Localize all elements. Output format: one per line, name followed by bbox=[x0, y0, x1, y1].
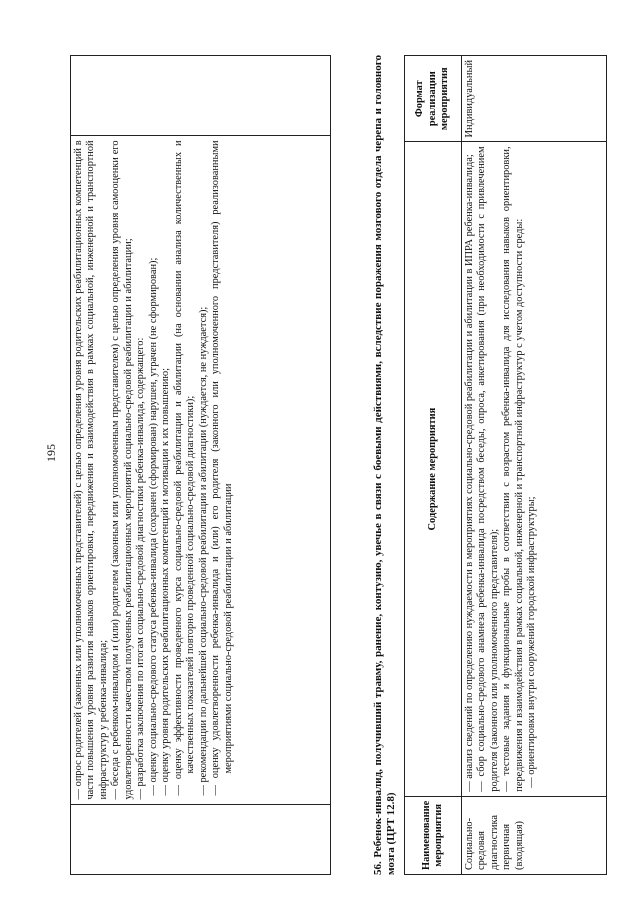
page-number: 195 bbox=[44, 444, 58, 462]
list-item: — опрос родителей (законных или уполномоченных представителей) с целью определения уровня родительских реабилитационных компетенций в части повышения уровня развития навыков ориентировки, передвижения и взаимодействия в рамках социальной, инженерной и транспортной инфраструктур у ребенка-инвалида; bbox=[73, 140, 109, 800]
activity-table bbox=[404, 55, 607, 875]
list-item: — беседа с ребенком-инвалидом и (или) родителем (законным или уполномоченным представителем) с целью определения уровня самооценки его удовлетворенности качеством полученных реабилитационных мероприятий социально-средовой реабилитации и абилитации; bbox=[110, 140, 134, 800]
list-item: — оценку эффективности проведенного курса социально-средовой реабилитации и абилитации (на основании анализа количественных и качественных показателей повторно проведенной социально-средовой диагностики); bbox=[172, 140, 197, 796]
list-item: — оценку социально-средового статуса ребенка-инвалида (сохранен (сформирован) нарушен, утрачен (не сформирован); bbox=[147, 257, 159, 796]
content-list bbox=[73, 140, 148, 799]
empty-name-cell bbox=[71, 804, 331, 874]
list-item: — разработка заключения по итогам социально-средовой диагностики ребенка-инвалида, содержащего: bbox=[135, 337, 147, 800]
content-list bbox=[464, 146, 526, 791]
table-header-row bbox=[405, 56, 462, 875]
list-item: — сбор социально-средового анамнеза ребенка-инвалида посредством беседы, опроса, анкетирования (при необходимости с привлечением родителя (законного или уполномоченного представителя); bbox=[476, 146, 500, 792]
empty-format-cell bbox=[71, 56, 331, 136]
activity-format-cell: Индивидуальный bbox=[462, 56, 607, 142]
activity-content-cell bbox=[462, 142, 607, 796]
list-item: — тестовые задания и функциональные пробы в соответствии с возрастом ребенка-инвалида для исследования навыков ориентировки, передвижения и взаимодействия в рамках социальной, инженерной и транспортной инфраструктур с учетом доступности среды: bbox=[501, 146, 525, 792]
continued-content-cell bbox=[71, 136, 331, 804]
column-header-content: Содержание мероприятия bbox=[405, 142, 462, 796]
table-row bbox=[462, 56, 607, 875]
section-heading: 56. Ребенок-инвалид, получивший травму, ранение, контузию, увечье в связи с боевыми действиями, вследствие поражения мозгового отдела черепа и головного мозга (ЦРТ 12.8) bbox=[372, 55, 398, 875]
content-sublist bbox=[148, 140, 235, 799]
list-item: — анализ сведений по определению нуждаемости в мероприятиях социально-средовой реабилитации и абилитации в ИПРА ребенка-инвалида; bbox=[464, 154, 475, 792]
column-header-format: Формат реализации мероприятия bbox=[405, 56, 462, 142]
continued-table bbox=[70, 55, 331, 875]
activity-name-cell: Социально-средовая диагностика первичная (входящая) bbox=[462, 796, 607, 874]
list-item: — рекомендации по дальнейшей социально-средовой реабилитации и абилитации (нуждается, не нуждается); bbox=[197, 306, 209, 796]
list-item: — оценку удовлетворенности ребенка-инвалида и (или) его родителя (законного или уполномоченного представителя) реализованными мероприятиями социально-средовой реабилитации и абилитации bbox=[210, 140, 234, 796]
list-item: — ориентировки внутри сооружений городской инфраструктуры; bbox=[526, 496, 538, 788]
column-header-name: Наименование мероприятия bbox=[405, 796, 462, 874]
list-item: — оценку уровня родительских реабилитационных компетенций и мотивации к их повышению; bbox=[160, 368, 172, 796]
content-sublist bbox=[526, 146, 538, 791]
table-row bbox=[71, 56, 331, 875]
